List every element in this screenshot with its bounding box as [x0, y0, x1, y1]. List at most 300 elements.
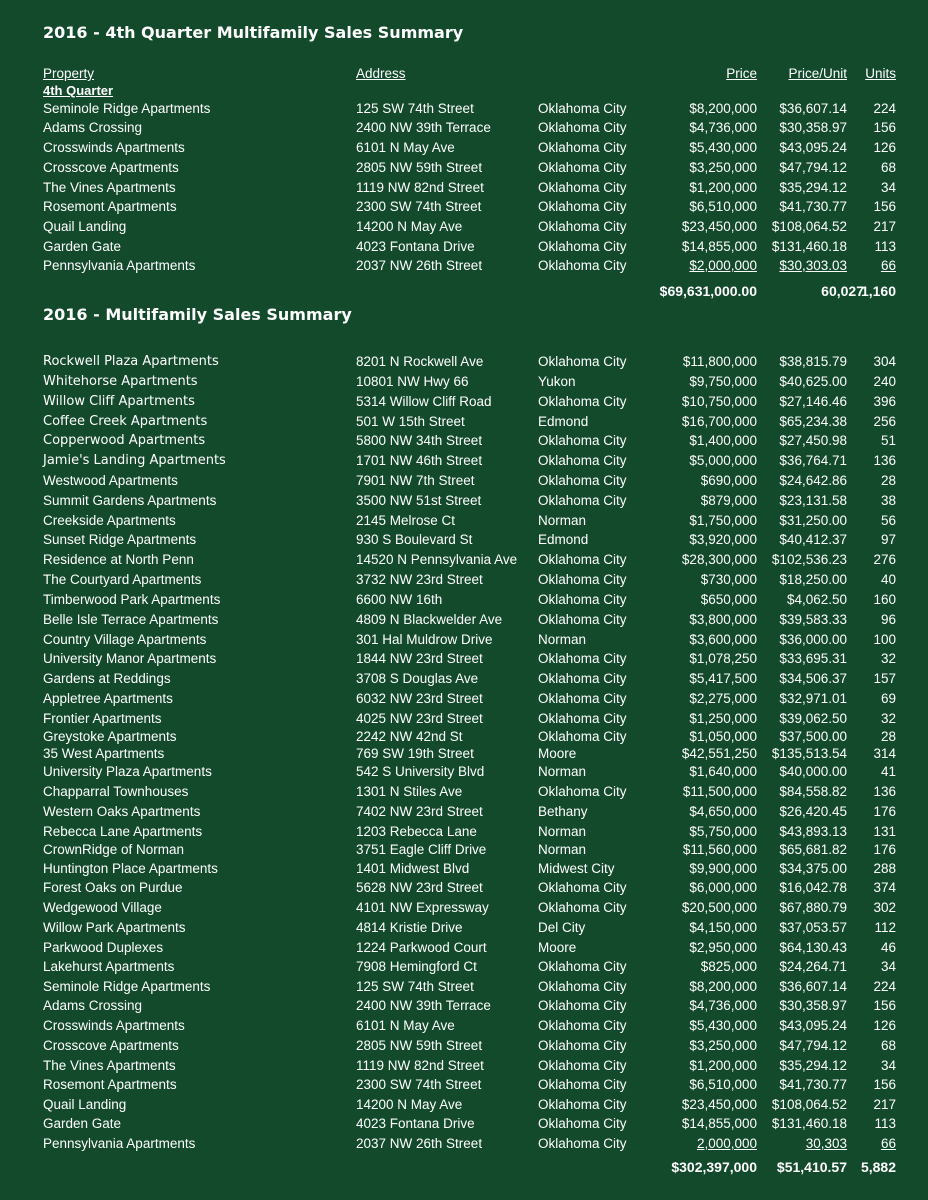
units-cell: 96 — [880, 612, 896, 627]
address-cell: 4025 NW 23rd Street — [356, 711, 483, 726]
table-row — [0, 978, 928, 996]
price-cell: $11,500,000 — [682, 784, 757, 799]
units-cell: 131 — [873, 824, 896, 839]
property-cell: Copperwood Apartments — [43, 433, 206, 448]
units-cell: 51 — [880, 433, 896, 448]
property-cell: Chapparral Townhouses — [43, 784, 189, 799]
units-cell: 100 — [873, 632, 896, 647]
units-cell: 113 — [874, 239, 896, 254]
price-cell: $3,250,000 — [689, 1038, 757, 1053]
property-cell: Lakehurst Apartments — [43, 959, 175, 974]
units-cell: 112 — [874, 920, 896, 935]
property-cell: Willow Cliff Apartments — [43, 394, 195, 409]
address-cell: 2400 NW 39th Terrace — [356, 120, 491, 135]
property-cell: University Plaza Apartments — [43, 764, 212, 779]
table-row — [0, 1057, 928, 1075]
property-cell: Pennsylvania Apartments — [43, 258, 196, 273]
city-cell: Oklahoma City — [538, 354, 627, 369]
price-per-unit-cell: $65,681.82 — [779, 842, 847, 857]
city-cell: Norman — [538, 632, 587, 647]
address-cell: 4023 Fontana Drive — [356, 239, 475, 254]
property-cell: Rosemont Apartments — [43, 199, 177, 214]
table-row — [0, 631, 928, 649]
units-cell: 113 — [874, 1116, 896, 1131]
property-cell: Frontier Apartments — [43, 711, 162, 726]
units-cell: 176 — [873, 804, 896, 819]
price-cell: $11,560,000 — [682, 842, 757, 857]
address-cell: 5628 NW 23rd Street — [356, 880, 483, 895]
address-cell: 6101 N May Ave — [356, 140, 455, 155]
property-cell: The Courtyard Apartments — [43, 572, 202, 587]
price-per-unit-cell: $33,695.31 — [779, 651, 847, 666]
address-cell: 542 S University Blvd — [356, 764, 485, 779]
property-cell: 35 West Apartments — [43, 746, 165, 761]
property-cell: Coffee Creek Apartments — [43, 414, 208, 429]
price-cell: $9,900,000 — [689, 861, 757, 876]
price-per-unit-cell: $24,642.86 — [779, 473, 847, 488]
table-row — [0, 939, 928, 957]
price-per-unit-cell: $26,420.45 — [779, 804, 847, 819]
table-row — [0, 512, 928, 530]
table-row — [0, 413, 928, 431]
price-cell: $825,000 — [700, 959, 757, 974]
units-cell: 374 — [873, 880, 896, 895]
address-cell: 14200 N May Ave — [356, 1097, 463, 1112]
table-row — [0, 1017, 928, 1035]
table-row — [0, 1076, 928, 1094]
city-cell: Oklahoma City — [538, 592, 627, 607]
units-cell: 157 — [873, 671, 896, 686]
price-per-unit-cell: $34,375.00 — [779, 861, 847, 876]
property-cell: Adams Crossing — [43, 120, 143, 135]
units-cell: 126 — [873, 140, 896, 155]
price-cell: $2,950,000 — [689, 940, 757, 955]
price-cell: $14,855,000 — [681, 1116, 757, 1131]
price-cell: $11,800,000 — [682, 354, 757, 369]
table-row — [0, 1037, 928, 1055]
city-cell: Oklahoma City — [538, 1116, 627, 1131]
table-row — [0, 393, 928, 411]
city-cell: Oklahoma City — [538, 691, 627, 706]
units-cell: 41 — [880, 764, 896, 779]
address-cell: 1401 Midwest Blvd — [356, 861, 470, 876]
address-cell: 2145 Melrose Ct — [356, 513, 456, 528]
address-cell: 1701 NW 46th Street — [356, 453, 483, 468]
price-per-unit-cell: $34,506.37 — [779, 671, 847, 686]
property-cell: Rebecca Lane Apartments — [43, 824, 203, 839]
city-cell: Moore — [538, 746, 577, 761]
units-cell: 28 — [880, 473, 896, 488]
table-row — [0, 531, 928, 549]
price-per-unit-cell: $31,250.00 — [779, 513, 847, 528]
address-header: Address — [356, 66, 406, 81]
units-cell: 32 — [880, 711, 896, 726]
units-cell: 34 — [880, 959, 896, 974]
property-header: Property — [43, 66, 95, 81]
city-cell: Oklahoma City — [538, 711, 627, 726]
units-cell: 217 — [873, 219, 896, 234]
property-cell: The Vines Apartments — [43, 180, 176, 195]
table-row — [0, 670, 928, 688]
property-cell: Whitehorse Apartments — [43, 374, 198, 389]
units-cell: 176 — [873, 842, 896, 857]
city-cell: Oklahoma City — [538, 493, 627, 508]
price-cell: $4,736,000 — [689, 998, 757, 1013]
units-cell: 40 — [880, 572, 896, 587]
property-cell: Jamie's Landing Apartments — [43, 453, 226, 468]
city-cell: Oklahoma City — [538, 1136, 627, 1151]
annual-total-price-unit: $51,410.57 — [776, 1159, 847, 1175]
annual-title: 2016 - Multifamily Sales Summary — [43, 305, 352, 324]
annual-total-price: $302,397,000 — [671, 1159, 757, 1175]
table-row — [0, 159, 928, 177]
city-cell: Oklahoma City — [538, 651, 627, 666]
property-cell: Quail Landing — [43, 219, 127, 234]
property-cell: Timberwood Park Apartments — [43, 592, 221, 607]
price-cell: $10,750,000 — [681, 394, 757, 409]
city-cell: Norman — [538, 764, 587, 779]
units-cell: 156 — [873, 998, 896, 1013]
city-cell: Oklahoma City — [538, 979, 627, 994]
table-row — [0, 710, 928, 728]
table-row — [0, 650, 928, 668]
price-cell: $28,300,000 — [681, 552, 757, 567]
address-cell: 7901 NW 7th Street — [356, 473, 475, 488]
quarter-subheader: 4th Quarter — [43, 83, 114, 98]
city-cell: Oklahoma City — [538, 612, 627, 627]
city-cell: Oklahoma City — [538, 880, 627, 895]
city-cell: Oklahoma City — [538, 120, 627, 135]
table-row — [0, 841, 928, 859]
property-cell: Country Village Apartments — [43, 632, 207, 647]
address-cell: 125 SW 74th Street — [356, 101, 474, 116]
price-per-unit-cell: $27,450.98 — [779, 433, 847, 448]
price-cell: $4,736,000 — [689, 120, 757, 135]
price-cell: $1,050,000 — [689, 729, 757, 744]
property-cell: Willow Park Apartments — [43, 920, 186, 935]
property-cell: Creekside Apartments — [43, 513, 176, 528]
address-cell: 1119 NW 82nd Street — [356, 1058, 484, 1073]
q4-total-units: 1,160 — [860, 283, 896, 299]
price-per-unit-cell: $24,264.71 — [779, 959, 847, 974]
property-cell: Sunset Ridge Apartments — [43, 532, 197, 547]
city-cell: Oklahoma City — [538, 1097, 627, 1112]
price-cell: $20,500,000 — [681, 900, 757, 915]
units-cell: 396 — [873, 394, 896, 409]
price-cell: $730,000 — [700, 572, 757, 587]
table-row — [0, 919, 928, 937]
price-per-unit-cell: $32,971.01 — [779, 691, 847, 706]
price-per-unit-cell: $43,893.13 — [779, 824, 847, 839]
price-per-unit-cell: $38,815.79 — [779, 354, 847, 369]
units-cell: 156 — [873, 1077, 896, 1092]
address-cell: 6600 NW 16th — [356, 592, 443, 607]
price-cell: $14,855,000 — [681, 239, 757, 254]
units-cell: 66 — [880, 1136, 896, 1151]
table-row — [0, 100, 928, 118]
city-cell: Oklahoma City — [538, 199, 627, 214]
units-cell: 136 — [873, 453, 896, 468]
price-cell: $3,800,000 — [689, 612, 757, 627]
price-per-unit-cell: $27,146.46 — [779, 394, 847, 409]
price-cell: 2,000,000 — [696, 1136, 757, 1151]
units-cell: 68 — [880, 1038, 896, 1053]
table-row — [0, 690, 928, 708]
property-cell: Parkwood Duplexes — [43, 940, 164, 955]
table-row — [0, 783, 928, 801]
property-cell: Garden Gate — [43, 239, 122, 254]
price-per-unit-cell: $131,460.18 — [771, 1116, 847, 1131]
city-cell: Oklahoma City — [538, 998, 627, 1013]
price-per-unit-cell: $43,095.24 — [779, 1018, 847, 1033]
units-cell: 160 — [873, 592, 896, 607]
table-row — [0, 139, 928, 157]
property-cell: Greystoke Apartments — [43, 729, 177, 744]
address-cell: 769 SW 19th Street — [356, 746, 474, 761]
address-cell: 2805 NW 59th Street — [356, 160, 483, 175]
units-cell: 240 — [873, 374, 896, 389]
price-cell: $1,078,250 — [689, 651, 757, 666]
table-row — [0, 611, 928, 629]
property-cell: Gardens at Reddings — [43, 671, 171, 686]
price-header: Price — [726, 66, 757, 81]
property-cell: Crosswinds Apartments — [43, 1018, 185, 1033]
price-cell: $5,750,000 — [689, 824, 757, 839]
city-cell: Oklahoma City — [538, 552, 627, 567]
price-cell: $8,200,000 — [689, 979, 757, 994]
units-cell: 276 — [873, 552, 896, 567]
price-cell: $5,430,000 — [689, 140, 757, 155]
units-cell: 69 — [880, 691, 896, 706]
q4-total-price: $69,631,000.00 — [659, 283, 757, 299]
units-cell: 34 — [880, 180, 896, 195]
address-cell: 7908 Hemingford Ct — [356, 959, 477, 974]
price-per-unit-cell: $102,536.23 — [771, 552, 847, 567]
price-per-unit-cell: $37,053.57 — [779, 920, 847, 935]
price-per-unit-cell: $41,730.77 — [779, 199, 847, 214]
table-row — [0, 551, 928, 569]
address-cell: 5314 Willow Cliff Road — [356, 394, 492, 409]
price-per-unit-cell: $36,607.14 — [779, 101, 847, 116]
city-cell: Oklahoma City — [538, 239, 627, 254]
property-cell: Crosswinds Apartments — [43, 140, 185, 155]
price-per-unit-cell: $36,764.71 — [779, 453, 847, 468]
table-row — [0, 218, 928, 236]
price-cell: $1,400,000 — [689, 433, 757, 448]
table-row — [0, 591, 928, 609]
property-cell: Garden Gate — [43, 1116, 122, 1131]
table-row — [0, 860, 928, 878]
price-per-unit-cell: $47,794.12 — [779, 160, 847, 175]
units-cell: 38 — [880, 493, 896, 508]
address-cell: 2037 NW 26th Street — [356, 1136, 483, 1151]
price-cell: $5,000,000 — [689, 453, 757, 468]
q4-total-price-unit: 60,027 — [821, 283, 864, 299]
property-cell: Seminole Ridge Apartments — [43, 101, 211, 116]
city-cell: Oklahoma City — [538, 1018, 627, 1033]
price-cell: $23,450,000 — [681, 1097, 757, 1112]
address-cell: 2400 NW 39th Terrace — [356, 998, 491, 1013]
price-cell: $9,750,000 — [689, 374, 757, 389]
address-cell: 4101 NW Expressway — [356, 900, 489, 915]
table-row — [0, 1115, 928, 1133]
city-cell: Yukon — [538, 374, 576, 389]
city-cell: Del City — [538, 920, 586, 935]
price-per-unit-cell: 30,303 — [805, 1136, 847, 1151]
units-cell: 256 — [873, 414, 896, 429]
address-cell: 2300 SW 74th Street — [356, 199, 482, 214]
city-cell: Norman — [538, 842, 587, 857]
price-cell: $3,920,000 — [689, 532, 757, 547]
price-per-unit-cell: $108,064.52 — [771, 219, 847, 234]
price-per-unit-cell: $40,412.37 — [779, 532, 847, 547]
address-cell: 3732 NW 23rd Street — [356, 572, 483, 587]
price-per-unit-cell: $41,730.77 — [779, 1077, 847, 1092]
price-cell: $6,000,000 — [689, 880, 757, 895]
price-per-unit-cell: $35,294.12 — [779, 1058, 847, 1073]
property-cell: Pennsylvania Apartments — [43, 1136, 196, 1151]
price-cell: $42,551,250 — [681, 746, 757, 761]
city-cell: Edmond — [538, 414, 589, 429]
property-cell: Crosscove Apartments — [43, 160, 179, 175]
price-cell: $2,000,000 — [689, 258, 757, 273]
city-cell: Oklahoma City — [538, 784, 627, 799]
q4-title: 2016 - 4th Quarter Multifamily Sales Summary — [43, 23, 464, 42]
table-row — [0, 728, 928, 746]
price-per-unit-cell: $37,500.00 — [779, 729, 847, 744]
price-cell: $6,510,000 — [689, 1077, 757, 1092]
city-cell: Oklahoma City — [538, 219, 627, 234]
units-cell: 46 — [880, 940, 896, 955]
units-cell: 56 — [880, 513, 896, 528]
units-cell: 126 — [873, 1018, 896, 1033]
city-cell: Oklahoma City — [538, 101, 627, 116]
city-cell: Oklahoma City — [538, 572, 627, 587]
property-cell: Crosscove Apartments — [43, 1038, 179, 1053]
address-cell: 930 S Boulevard St — [356, 532, 473, 547]
property-cell: Appletree Apartments — [43, 691, 173, 706]
address-cell: 5800 NW 34th Street — [356, 433, 483, 448]
price-per-unit-cell: $39,062.50 — [779, 711, 847, 726]
address-cell: 4814 Kristie Drive — [356, 920, 463, 935]
address-cell: 501 W 15th Street — [356, 414, 465, 429]
price-per-unit-cell: $4,062.50 — [786, 592, 847, 607]
table-row — [0, 879, 928, 897]
address-cell: 4809 N Blackwelder Ave — [356, 612, 503, 627]
table-row — [0, 492, 928, 510]
table-row — [0, 958, 928, 976]
city-cell: Oklahoma City — [538, 394, 627, 409]
city-cell: Norman — [538, 513, 587, 528]
property-cell: Western Oaks Apartments — [43, 804, 201, 819]
table-row — [0, 823, 928, 841]
units-cell: 68 — [880, 160, 896, 175]
city-cell: Edmond — [538, 532, 589, 547]
property-cell: Forest Oaks on Purdue — [43, 880, 183, 895]
price-cell: $3,600,000 — [689, 632, 757, 647]
table-row — [0, 997, 928, 1015]
price-cell: $1,200,000 — [689, 1058, 757, 1073]
annual-total-units: 5,882 — [860, 1159, 896, 1175]
price-per-unit-cell: $67,880.79 — [779, 900, 847, 915]
address-cell: 7402 NW 23rd Street — [356, 804, 483, 819]
units-cell: 156 — [873, 199, 896, 214]
table-row — [0, 198, 928, 216]
property-cell: CrownRidge of Norman — [43, 842, 185, 857]
address-cell: 1224 Parkwood Court — [356, 940, 487, 955]
units-cell: 314 — [873, 746, 896, 761]
city-cell: Oklahoma City — [538, 671, 627, 686]
price-cell: $1,200,000 — [689, 180, 757, 195]
city-cell: Oklahoma City — [538, 900, 627, 915]
units-cell: 97 — [880, 532, 896, 547]
price-per-unit-cell: $65,234.38 — [779, 414, 847, 429]
address-cell: 2037 NW 26th Street — [356, 258, 483, 273]
price-per-unit-cell: $18,250.00 — [779, 572, 847, 587]
address-cell: 1301 N Stiles Ave — [356, 784, 463, 799]
address-cell: 3751 Eagle Cliff Drive — [356, 842, 487, 857]
price-per-unit-cell: $30,358.97 — [779, 120, 847, 135]
price-cell: $5,417,500 — [689, 671, 757, 686]
address-cell: 1844 NW 23rd Street — [356, 651, 483, 666]
address-cell: 10801 NW Hwy 66 — [356, 374, 469, 389]
price-cell: $1,250,000 — [689, 711, 757, 726]
price-cell: $4,150,000 — [689, 920, 757, 935]
city-cell: Oklahoma City — [538, 433, 627, 448]
price-cell: $6,510,000 — [689, 199, 757, 214]
units-cell: 224 — [873, 101, 896, 116]
address-cell: 2805 NW 59th Street — [356, 1038, 483, 1053]
price-per-unit-cell: $30,303.03 — [779, 258, 847, 273]
units-cell: 32 — [880, 651, 896, 666]
price-per-unit-cell: $135,513.54 — [771, 746, 847, 761]
city-cell: Oklahoma City — [538, 473, 627, 488]
table-row — [0, 472, 928, 490]
units-cell: 217 — [873, 1097, 896, 1112]
price-cell: $4,650,000 — [689, 804, 757, 819]
units-cell: 34 — [880, 1058, 896, 1073]
table-row — [0, 1135, 928, 1153]
price-cell: $650,000 — [700, 592, 757, 607]
address-cell: 6032 NW 23rd Street — [356, 691, 483, 706]
address-cell: 301 Hal Muldrow Drive — [356, 632, 493, 647]
table-row — [0, 257, 928, 275]
property-cell: Wedgewood Village — [43, 900, 162, 915]
address-cell: 1119 NW 82nd Street — [356, 180, 484, 195]
city-cell: Norman — [538, 824, 587, 839]
units-cell: 302 — [873, 900, 896, 915]
address-cell: 6101 N May Ave — [356, 1018, 455, 1033]
price-unit-header: Price/Unit — [788, 66, 847, 81]
units-cell: 156 — [873, 120, 896, 135]
property-cell: Rosemont Apartments — [43, 1077, 177, 1092]
price-cell: $5,430,000 — [689, 1018, 757, 1033]
property-cell: Adams Crossing — [43, 998, 143, 1013]
city-cell: Oklahoma City — [538, 180, 627, 195]
price-per-unit-cell: $30,358.97 — [779, 998, 847, 1013]
city-cell: Bethany — [538, 804, 588, 819]
city-cell: Oklahoma City — [538, 1058, 627, 1073]
table-row — [0, 803, 928, 821]
price-per-unit-cell: $84,558.82 — [779, 784, 847, 799]
price-per-unit-cell: $64,130.43 — [779, 940, 847, 955]
property-cell: Huntington Place Apartments — [43, 861, 218, 876]
price-per-unit-cell: $40,000.00 — [779, 764, 847, 779]
city-cell: Oklahoma City — [538, 140, 627, 155]
table-row — [0, 745, 928, 763]
property-cell: Residence at North Penn — [43, 552, 194, 567]
address-cell: 125 SW 74th Street — [356, 979, 474, 994]
